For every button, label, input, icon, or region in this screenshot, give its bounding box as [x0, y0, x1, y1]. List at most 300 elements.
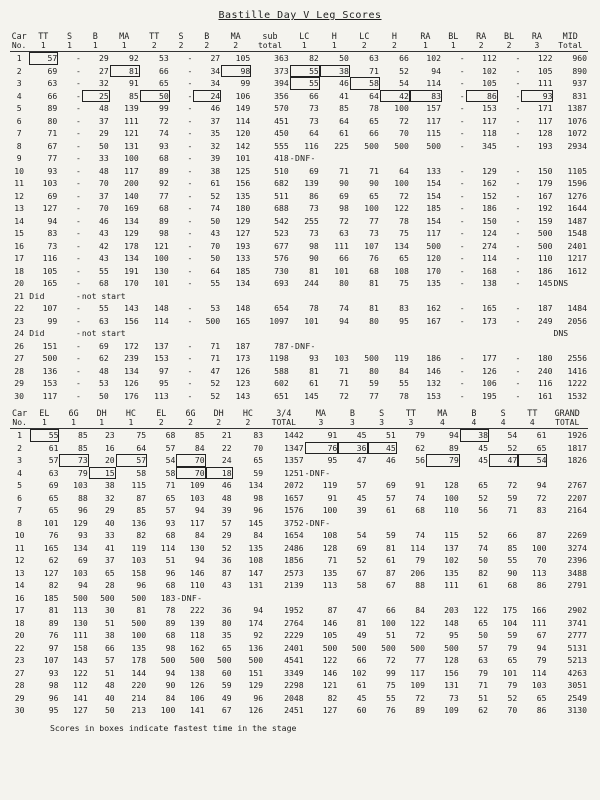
score-cell: 58 — [356, 580, 367, 591]
score-cell: 50 — [478, 555, 488, 566]
score-cell: 79 — [415, 555, 426, 566]
score-cell: 185 — [43, 592, 59, 603]
score-cell: - — [459, 253, 465, 264]
table-row — [10, 277, 588, 290]
score-cell: 117 — [42, 390, 58, 401]
score-cell: 56 — [415, 455, 426, 466]
score-cell: 274 — [482, 240, 497, 251]
score-cell: 34 — [210, 65, 221, 76]
score-cell: 71 — [478, 680, 488, 691]
score-cell: 168 — [482, 265, 497, 276]
score-cell: 107 — [364, 240, 379, 251]
score-cell: 153 — [426, 390, 442, 401]
score-cell: 69 — [356, 542, 367, 553]
table-row — [10, 467, 588, 480]
score-cell: 81 — [136, 605, 147, 616]
score-cell — [320, 327, 350, 340]
score-cell: 25 — [82, 90, 110, 103]
score-cell: 105 — [322, 630, 338, 641]
score-cell: 65 — [478, 480, 488, 491]
score-cell: 59 — [507, 492, 518, 503]
score-cell: 103 — [190, 492, 205, 503]
score-cell: 101 — [154, 278, 169, 289]
score-cell: 74 — [210, 203, 221, 214]
score-cell: 74 — [415, 530, 426, 541]
score-cell: 129 — [248, 680, 264, 691]
table-row — [10, 265, 588, 278]
score-cell — [350, 152, 380, 165]
column-header: GRAND — [554, 407, 580, 418]
column-header: TT — [149, 30, 160, 41]
score-cell: 152 — [482, 190, 497, 201]
score-cell: 103 — [42, 178, 58, 189]
score-cell: 121 — [154, 240, 169, 251]
car-number-cell: 9 — [16, 153, 22, 164]
score-cell: 50 — [98, 390, 109, 401]
score-cell: 127 — [73, 705, 88, 716]
score-cell: 113 — [154, 390, 169, 401]
score-cell: 34 — [210, 78, 221, 89]
score-cell: 76 — [48, 630, 59, 641]
score-cell: 117 — [426, 228, 442, 239]
score-cell: 93 — [77, 530, 88, 541]
column-header: 2 — [466, 41, 498, 52]
column-header: B — [471, 407, 477, 418]
score-cell: 77 — [47, 153, 58, 164]
score-cell: 93 — [48, 667, 59, 678]
score-cell — [368, 467, 397, 480]
score-cell: 127 — [235, 228, 251, 239]
score-cell: 114 — [531, 667, 547, 678]
table-row — [10, 315, 588, 328]
score-cell: 92 — [253, 630, 264, 641]
score-cell: 98 — [165, 642, 176, 653]
table-row — [10, 604, 588, 617]
score-cell: 55 — [290, 77, 320, 90]
score-cell: 105 — [42, 265, 58, 276]
score-cell: 1484 — [567, 303, 587, 314]
score-cell: 69 — [309, 165, 319, 176]
score-cell: 68 — [165, 580, 176, 591]
score-cell: 142 — [235, 140, 251, 151]
score-cell: 94 — [431, 65, 442, 76]
score-cell — [233, 592, 264, 605]
score-cell: 570 — [274, 103, 289, 114]
car-number-cell: 3 — [17, 455, 23, 466]
score-cell: 61 — [356, 680, 367, 691]
score-cell: - — [187, 53, 193, 64]
score-cell: - — [187, 278, 193, 289]
score-cell — [221, 327, 251, 340]
column-header: 2 — [350, 41, 380, 52]
score-cell: 135 — [426, 278, 442, 289]
score-cell — [442, 290, 466, 303]
score-cell: 98 — [158, 228, 169, 239]
score-cell: - — [459, 278, 465, 289]
score-cell: 120 — [235, 128, 251, 139]
score-cell: 3752 — [284, 517, 304, 528]
score-cell: 172 — [124, 340, 139, 351]
car-number-cell: 14 — [14, 580, 25, 591]
table-row — [10, 517, 588, 530]
score-cell: 180 — [537, 353, 553, 364]
column-header: H — [331, 30, 337, 41]
score-cell: 107 — [42, 303, 58, 314]
score-cell: 153 — [154, 353, 169, 364]
column-header: 4 — [460, 418, 489, 429]
table-row — [10, 654, 588, 667]
score-cell: - — [75, 203, 81, 214]
score-cell: 2396 — [567, 555, 587, 566]
column-header: 4 — [426, 418, 460, 429]
score-cell: 500 — [444, 642, 459, 653]
score-cell: 103 — [531, 680, 547, 691]
score-cell: 108 — [248, 555, 264, 566]
score-cell: 94 — [194, 505, 205, 516]
score-cell: 206 — [410, 567, 426, 578]
score-cell: 57 — [165, 442, 176, 453]
car-number-cell: 5 — [17, 480, 23, 491]
score-sheet — [10, 6, 590, 794]
score-cell: - — [75, 190, 81, 201]
score-cell: 145 — [248, 517, 264, 528]
score-cell: 110 — [537, 253, 553, 264]
score-cell: 53 — [158, 53, 169, 64]
score-cell: 46 — [221, 480, 232, 491]
column-header: 2 — [193, 41, 221, 52]
score-cell: 117 — [190, 517, 205, 528]
score-cell: 542 — [274, 215, 289, 226]
score-cell: 47 — [356, 605, 367, 616]
score-cell: 114 — [154, 315, 169, 326]
score-cell: - — [75, 178, 81, 189]
table-row — [10, 227, 588, 240]
car-number-cell: 18 — [14, 265, 25, 276]
score-cell: 65 — [369, 190, 379, 201]
score-cell: 130 — [190, 542, 205, 553]
score-cell: 79 — [507, 642, 518, 653]
score-cell: 37 — [104, 555, 115, 566]
score-cell: 77 — [158, 190, 169, 201]
score-cell: 126 — [248, 705, 264, 716]
score-cell: 239 — [124, 353, 139, 364]
score-cell: 122 — [473, 605, 488, 616]
score-cell: 83 — [536, 505, 547, 516]
score-cell: 115 — [426, 128, 442, 139]
score-cell: not start — [81, 328, 126, 339]
score-cell — [397, 517, 426, 530]
score-cell: 96 — [136, 580, 147, 591]
score-cell: 500 — [42, 353, 58, 364]
score-cell: -DNF- — [176, 592, 203, 603]
score-cell — [251, 327, 290, 340]
score-cell: 68 — [165, 530, 176, 541]
score-cell: 500 — [100, 592, 115, 603]
score-cell: 79 — [507, 680, 518, 691]
score-cell: 45 — [478, 442, 488, 453]
score-cell: - — [459, 90, 465, 101]
score-cell: 135 — [444, 567, 459, 578]
score-cell: 82 — [327, 692, 338, 703]
score-cell: - — [459, 315, 465, 326]
score-cell: 500 — [426, 240, 442, 251]
score-cell: 149 — [235, 103, 251, 114]
score-cell: 61 — [478, 580, 488, 591]
score-cell: - — [515, 365, 521, 376]
column-header: 2 — [176, 418, 205, 429]
score-cell: - — [187, 253, 193, 264]
column-header: EL — [39, 407, 50, 418]
column-header: 1 — [82, 41, 110, 52]
score-cell — [521, 327, 553, 340]
score-cell: 162 — [482, 178, 497, 189]
score-cell: 65 — [536, 442, 547, 453]
score-cell: 97 — [158, 365, 169, 376]
score-cell: 107 — [43, 655, 59, 666]
score-cell: - — [75, 128, 81, 139]
score-cell: 45 — [356, 430, 367, 441]
column-header: BL — [503, 30, 515, 41]
score-cell: 24 — [221, 455, 232, 466]
score-cell: - — [187, 165, 193, 176]
score-cell: - — [75, 315, 81, 326]
score-cell: 130 — [73, 617, 88, 628]
score-cell: 187 — [235, 340, 251, 351]
score-cell: 146 — [190, 567, 205, 578]
score-cell: 52 — [356, 555, 367, 566]
score-cell: 1105 — [567, 165, 587, 176]
score-cell: 450 — [274, 128, 289, 139]
score-cell: 93 — [47, 165, 58, 176]
table-row — [10, 202, 588, 215]
score-cell: 94 — [165, 667, 176, 678]
score-cell: 62 — [415, 442, 426, 453]
score-cell: 66 — [356, 655, 367, 666]
score-cell: 61 — [210, 178, 221, 189]
score-cell: 1251 — [284, 467, 304, 478]
score-cell: 175 — [502, 605, 518, 616]
score-cell: 64 — [136, 442, 147, 453]
score-cell: 345 — [482, 140, 497, 151]
score-cell: 126 — [235, 365, 251, 376]
score-cell: 90 — [309, 253, 319, 264]
score-cell — [553, 290, 588, 303]
score-cell: - — [459, 365, 465, 376]
score-cell: 1198 — [269, 353, 289, 364]
score-cell: 64 — [369, 90, 379, 101]
score-cell: - — [459, 390, 465, 401]
column-header: RA — [476, 30, 487, 41]
score-cell: 50 — [478, 630, 488, 641]
score-cell: 116 — [42, 253, 58, 264]
score-cell: 186 — [426, 353, 442, 364]
score-cell: 76 — [369, 253, 379, 264]
score-cell: 220 — [131, 680, 147, 691]
score-cell: 94 — [536, 642, 547, 653]
score-cell: 79 — [426, 454, 460, 467]
score-cell — [426, 592, 460, 605]
score-cell: 46 — [210, 103, 221, 114]
score-cell — [368, 517, 397, 530]
score-cell: 36 — [338, 442, 367, 455]
score-cell: 55 — [98, 303, 109, 314]
score-cell: 2767 — [567, 480, 587, 491]
score-cell: 81 — [309, 365, 319, 376]
column-header: DH — [213, 407, 224, 418]
score-cell: 3051 — [567, 680, 587, 691]
score-cell: 21 — [221, 430, 232, 441]
score-cell — [498, 327, 522, 340]
score-cell: 72 — [386, 655, 396, 666]
column-header: 3 — [305, 418, 339, 429]
score-cell: 170 — [124, 278, 139, 289]
table-row — [10, 429, 588, 442]
score-cell: 134 — [73, 542, 88, 553]
score-cell: 105 — [482, 78, 497, 89]
table-row — [10, 479, 588, 492]
score-cell: 1817 — [567, 442, 587, 453]
score-cell: 2298 — [284, 680, 304, 691]
score-cell: 100 — [444, 492, 459, 503]
score-cell: 138 — [190, 667, 205, 678]
score-cell: 143 — [235, 390, 251, 401]
score-cell: 154 — [426, 178, 442, 189]
score-cell: 1612 — [567, 265, 587, 276]
score-cell: 73 — [369, 228, 379, 239]
car-number-cell: 28 — [14, 365, 25, 376]
score-cell: 151 — [42, 340, 58, 351]
column-header: DH — [96, 407, 107, 418]
score-cell: 67 — [47, 140, 58, 151]
score-cell: - — [75, 353, 81, 364]
table-row — [10, 542, 588, 555]
score-cell: 48 — [98, 103, 109, 114]
column-header: S — [178, 30, 184, 41]
score-cell — [193, 327, 221, 340]
table-row — [10, 127, 588, 140]
score-cell: 104 — [502, 617, 518, 628]
score-cell: 156 — [444, 667, 459, 678]
score-cell: 39 — [356, 505, 367, 516]
score-cell: 688 — [274, 203, 289, 214]
score-cell: 86 — [536, 580, 547, 591]
score-cell: - — [187, 90, 193, 101]
score-cell: 93 — [165, 517, 176, 528]
column-header: H — [391, 30, 397, 41]
table-row — [10, 642, 588, 655]
table-row — [10, 377, 588, 390]
score-cell: 890 — [572, 65, 587, 76]
score-cell: 65 — [158, 78, 169, 89]
score-cell: 64 — [210, 265, 221, 276]
score-cell: 111 — [537, 78, 553, 89]
score-cell: 99 — [240, 78, 251, 89]
table-row — [10, 77, 588, 90]
score-cell: 84 — [399, 365, 409, 376]
score-cell: 177 — [482, 353, 497, 364]
column-header: Total — [553, 41, 588, 52]
score-cell: 48 — [98, 165, 109, 176]
score-cell: 101 — [334, 265, 349, 276]
score-cell: 100 — [531, 542, 547, 553]
score-cell: - — [515, 253, 521, 264]
score-cell — [320, 290, 350, 303]
score-cell: 178 — [124, 240, 139, 251]
score-cell: 65 — [165, 492, 176, 503]
score-cell: 69 — [47, 65, 58, 76]
score-cell: 135 — [248, 542, 264, 553]
score-cell: - — [515, 265, 521, 276]
car-number-cell: 23 — [14, 315, 25, 326]
score-cell: 62 — [478, 705, 488, 716]
score-cell — [466, 290, 498, 303]
score-cell — [397, 592, 426, 605]
score-cell: - — [75, 90, 81, 101]
score-cell: 89 — [158, 215, 169, 226]
score-cell: 159 — [537, 215, 553, 226]
score-cell: 57 — [356, 480, 367, 491]
score-cell — [442, 340, 466, 353]
score-cell: 64 — [399, 165, 409, 176]
score-cell: 80 — [47, 115, 58, 126]
score-cell: 94 — [77, 580, 88, 591]
score-cell: 71 — [339, 365, 349, 376]
score-cell: 111 — [531, 617, 547, 628]
score-cell: 47 — [210, 365, 221, 376]
score-cell: 109 — [444, 705, 459, 716]
score-cell: 183 — [160, 592, 176, 603]
score-cell: 91 — [327, 492, 338, 503]
car-number-cell: 30 — [14, 390, 25, 401]
score-cell: 73 — [309, 228, 319, 239]
table-row — [10, 52, 588, 65]
score-cell: 5213 — [567, 655, 587, 666]
table-row — [10, 504, 588, 517]
score-cell: - — [75, 253, 81, 264]
score-cell: 154 — [426, 190, 442, 201]
score-cell — [380, 340, 410, 353]
score-cell: 960 — [572, 53, 587, 64]
score-cell: 2486 — [284, 542, 304, 553]
score-cell: 86 — [309, 190, 319, 201]
score-cell: 117 — [426, 115, 442, 126]
score-cell: 91 — [128, 78, 139, 89]
score-cell: 72 — [507, 480, 518, 491]
column-header: 3 — [397, 418, 426, 429]
score-cell: 134 — [124, 215, 139, 226]
score-cell: 46 — [386, 455, 396, 466]
score-cell: 120 — [426, 253, 442, 264]
dns-marker: DNS — [553, 278, 569, 289]
score-cell: 54 — [165, 455, 176, 466]
score-cell: 111 — [334, 240, 349, 251]
score-cell: 730 — [274, 265, 289, 276]
car-number-cell: 13 — [14, 567, 25, 578]
score-cell: 57 — [29, 52, 58, 65]
score-cell — [498, 290, 522, 303]
score-cell — [264, 592, 304, 605]
score-cell: - — [515, 303, 521, 314]
score-cell: 139 — [304, 178, 319, 189]
score-cell: - — [459, 190, 465, 201]
score-cell: 55 — [507, 555, 518, 566]
score-cell — [489, 592, 518, 605]
score-cell: 110 — [444, 505, 459, 516]
score-cell: 90 — [339, 178, 349, 189]
score-cell: 79 — [415, 430, 426, 441]
score-cell: 59 — [386, 530, 396, 541]
score-cell: 128 — [444, 480, 459, 491]
